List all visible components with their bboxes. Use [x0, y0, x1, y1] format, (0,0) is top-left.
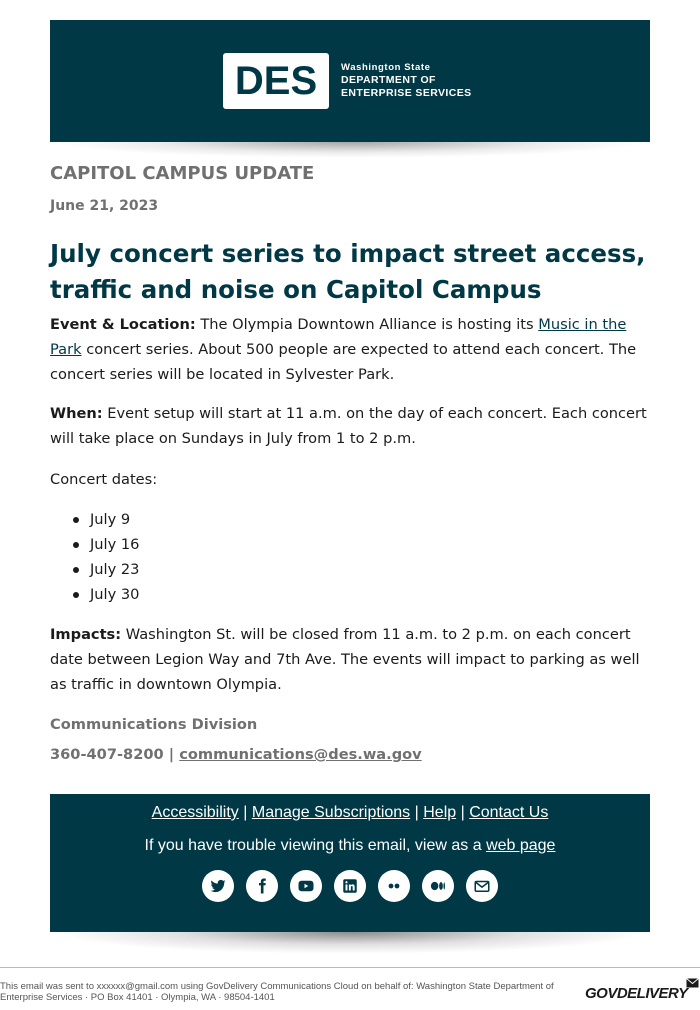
contact-us-link[interactable]: Contact Us — [469, 804, 549, 821]
email-disclaimer: This email was sent to xxxxxx@gmail.com using GovDelivery Communications Cloud on behalf of: Washington State Department of Enterprise Services · PO Box 41401 · Olympia, WA · 98504-1401 — [0, 981, 554, 1003]
org-line-3: ENTERPRISE SERVICES — [341, 87, 472, 99]
view-text: If you have trouble viewing this email, view as a — [144, 837, 482, 854]
footer — [50, 794, 650, 932]
medium-icon[interactable] — [422, 870, 454, 902]
divider — [0, 967, 700, 968]
link-separator: | — [414, 804, 419, 821]
list-item: July 23 — [90, 557, 690, 582]
help-link[interactable]: Help — [423, 804, 457, 821]
impacts-label: Impacts: — [50, 626, 122, 643]
facebook-icon[interactable] — [246, 870, 278, 902]
logo-mark: DES — [234, 58, 318, 103]
when-paragraph — [50, 401, 650, 451]
headline: July concert series to impact street access, traffic and noise on Capitol Campus — [50, 239, 646, 304]
twitter-icon[interactable] — [202, 870, 234, 902]
link-separator: | — [243, 804, 248, 821]
view-as-webpage — [50, 837, 650, 855]
footer-links — [50, 804, 650, 822]
banner-shadow — [50, 142, 650, 158]
publish-date: June 21, 2023 — [50, 198, 159, 214]
manage-subscriptions-link[interactable]: Manage Subscriptions — [251, 804, 411, 821]
signature-division: Communications Division — [50, 716, 258, 733]
event-text-after: concert series. About 500 people are expected to attend each concert. The concert series will be located in Sylvester Park. — [50, 341, 637, 383]
phone-number: 360-407-8200 — [50, 746, 164, 763]
header-banner — [50, 20, 650, 142]
signature-contact — [50, 746, 650, 763]
impacts-text: Washington St. will be closed from 11 a.m. to 2 p.m. on each concert date between Legion Way and 7th Ave. The events will impact to parking as well as traffic in downtown Olympia. — [50, 626, 640, 693]
when-label: When: — [50, 405, 103, 422]
event-label: Event & Location: — [50, 316, 196, 333]
concert-dates-list — [50, 507, 690, 607]
org-line-2: DEPARTMENT OF — [341, 74, 436, 86]
email-icon[interactable] — [466, 870, 498, 902]
kicker: CAPITOL CAMPUS UPDATE — [50, 163, 315, 184]
list-item: July 30 — [90, 582, 690, 607]
flickr-icon[interactable] — [378, 870, 410, 902]
when-text: Event setup will start at 11 a.m. on the day of each concert. Each concert will take place on Sundays in July from 1 to 2 p.m. — [50, 405, 647, 447]
music-in-the-park-link[interactable]: Music in the Park — [50, 316, 627, 358]
org-line-1: Washington State — [341, 62, 431, 73]
event-text-before: The Olympia Downtown Alliance is hosting its — [200, 316, 534, 333]
list-item: July 9 — [90, 507, 690, 532]
email-link[interactable]: communications@des.wa.gov — [179, 746, 422, 763]
social-icons — [202, 870, 498, 902]
web-page-link[interactable]: web page — [486, 837, 556, 854]
org-name — [341, 61, 472, 100]
des-logo[interactable] — [223, 53, 329, 109]
linkedin-icon[interactable] — [334, 870, 366, 902]
contact-separator: | — [168, 746, 175, 763]
accessibility-link[interactable]: Accessibility — [151, 804, 239, 821]
link-separator: | — [460, 804, 465, 821]
footer-shadow — [50, 932, 650, 954]
list-item: July 16 — [90, 532, 690, 557]
event-paragraph — [50, 312, 650, 387]
concert-dates-intro: Concert dates: — [50, 471, 158, 488]
impacts-paragraph — [50, 622, 650, 697]
youtube-icon[interactable] — [290, 870, 322, 902]
govdelivery-logo[interactable]: GOVDELIVERY — [585, 985, 688, 1002]
